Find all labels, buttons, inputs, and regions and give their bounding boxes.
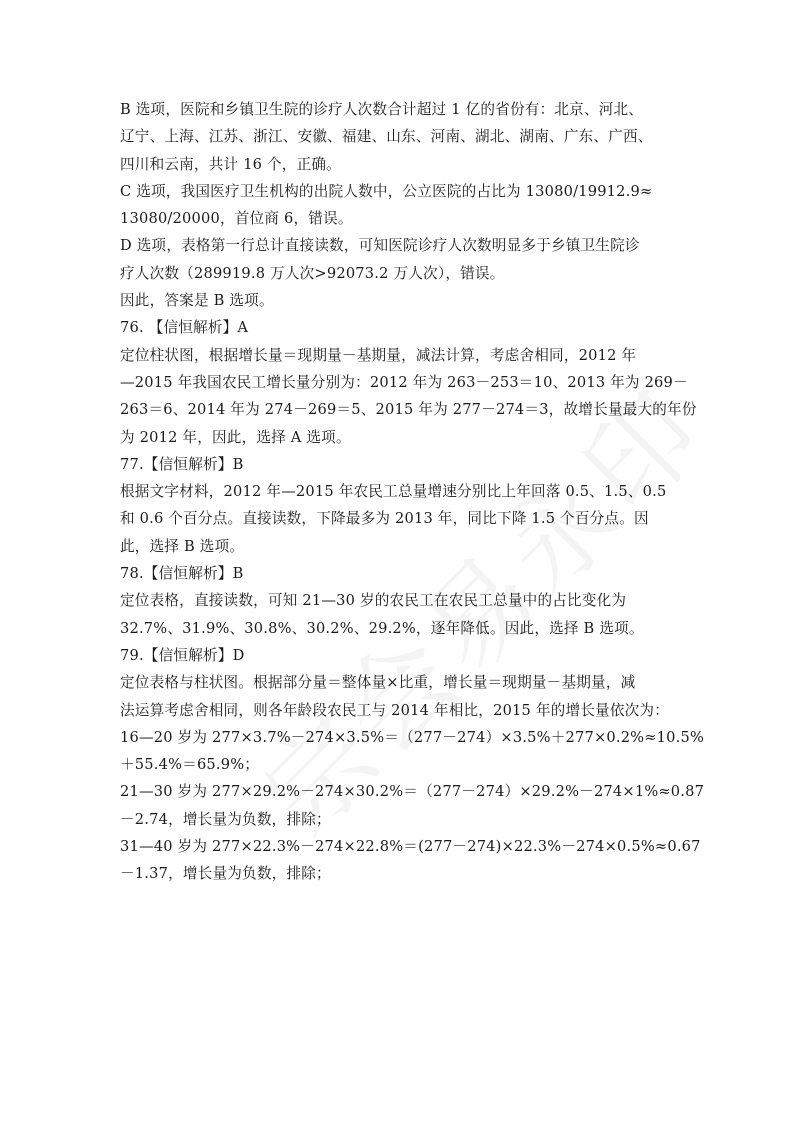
question-78-heading: 78.【信恒解析】B — [120, 565, 244, 583]
text-line: B 选项，医院和乡镇卫生院的诊疗人次数合计超过 1 亿的省份有：北京、河北、 — [120, 101, 644, 118]
text-line: 疗人次数（289919.8 万人次>92073.2 万人次），错误。 — [120, 264, 505, 282]
text-line: C 选项，我国医疗卫生机构的出院人数中，公立医院的占比为 13080/19912.9≈ — [120, 182, 653, 200]
text-line: 为 2012 年，因此，选择 A 选项。 — [120, 428, 351, 446]
text-line: ＋55.4%＝65.9%； — [120, 756, 260, 774]
text-line: D 选项，表格第一行总计直接读数，可知医院诊疗人次数明显多于乡镇卫生院诊 — [120, 237, 640, 255]
text-line: 定位表格，直接读数，可知 21—30 岁的农民工在农民工总量中的占比变化为 — [120, 592, 627, 610]
text-line: 定位表格与柱状图。根据部分量＝整体量×比重，增长量＝现期量－基期量，减 — [120, 674, 636, 692]
text-line: 31—40 岁为 277×22.3%－274×22.8%＝(277－274)×22.3%－274×0.5%≈0.67 — [120, 838, 701, 856]
answer-explanation-text — [120, 96, 705, 888]
text-line: 法运算考虑舍相同，则各年龄段农民工与 2014 年相比，2015 年的增长量依次为： — [120, 701, 670, 719]
text-line: —2015 年我国农民工增长量分别为：2012 年为 263－253＝10、2013 年为 269－ — [120, 373, 688, 391]
text-line: 定位柱状图，根据增长量＝现期量－基期量，减法计算，考虑舍相同，2012 年 — [120, 346, 637, 364]
text-line: 32.7%、31.9%、30.8%、30.2%、29.2%，逐年降低。因此，选择 B 选项。 — [120, 619, 644, 637]
text-line: 因此，答案是 B 选项。 — [120, 292, 274, 310]
question-76-heading: 76. 【信恒解析】A — [120, 319, 249, 337]
question-77-heading: 77.【信恒解析】B — [120, 455, 244, 473]
text-line: 根据文字材料，2012 年—2015 年农民工总量增速分别比上年回落 0.5、1.5、0.5 — [120, 483, 667, 501]
text-line: －1.37，增长量为负数，排除； — [120, 865, 331, 883]
text-line: 四川和云南，共计 16 个，正确。 — [120, 155, 341, 173]
text-line: 16—20 岁为 277×3.7%－274×3.5%＝（277－274）×3.5%＋277×0.2%≈10.5% — [120, 728, 705, 746]
text-line: 13080/20000，首位商 6，错误。 — [120, 210, 353, 228]
text-line: 辽宁、上海、江苏、浙江、安徽、福建、山东、河南、湖北、湖南、广东、广西、 — [120, 128, 653, 146]
text-line: 21—30 岁为 277×29.2%－274×30.2%＝（277－274）×29.2%－274×1%≈0.87 — [120, 783, 705, 801]
text-line: 和 0.6 个百分点。直接读数，下降最多为 2013 年，同比下降 1.5 个百分点。因 — [120, 510, 649, 528]
question-79-heading: 79.【信恒解析】D — [120, 646, 245, 664]
text-line: 此，选择 B 选项。 — [120, 537, 245, 555]
text-line: 263＝6、2014 年为 274－269＝5、2015 年为 277－274＝3，故增长量最大的年份 — [120, 401, 697, 419]
text-line: －2.74，增长量为负数，排除； — [120, 810, 331, 828]
